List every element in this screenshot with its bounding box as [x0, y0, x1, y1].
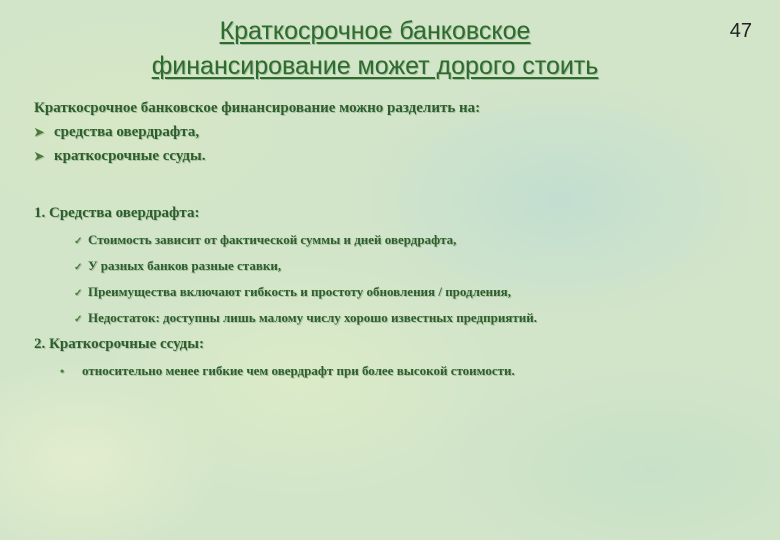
list-item: [74, 284, 754, 300]
loans-list: [34, 363, 754, 379]
list-item-text: Стоимость зависит от фактической суммы и дней овердрафта,: [88, 232, 457, 247]
list-item: [34, 148, 754, 165]
list-item: [34, 124, 754, 141]
list-item: [60, 363, 754, 379]
section-heading-overdraft: 1. Средства овердрафта:: [34, 205, 200, 221]
check-bullet-icon: ✓: [74, 314, 83, 325]
arrow-bullet-icon: ➤: [34, 149, 45, 163]
list-item-text: У разных банков разные ставки,: [88, 258, 282, 273]
check-bullet-icon: ✓: [74, 262, 83, 273]
list-item: [74, 232, 754, 248]
slide-title-line-1: Краткосрочное банковское: [219, 17, 531, 45]
section-heading-loans: 2. Краткосрочные ссуды:: [34, 336, 204, 352]
list-item-text: средства овердрафта,: [54, 124, 200, 140]
intro-text: Краткосрочное банковское финансирование можно разделить на:: [34, 100, 481, 116]
check-bullet-icon: ✓: [74, 236, 83, 247]
list-item-text: относительно менее гибкие чем овердрафт при более высокой стоимости.: [82, 363, 515, 378]
dot-bullet-icon: •: [60, 364, 65, 378]
slide-title: [90, 14, 660, 84]
list-item-text: краткосрочные ссуды.: [54, 148, 206, 164]
slide-title-line-2: финансирование может дорого стоить: [151, 52, 599, 80]
slide-body: [34, 100, 754, 379]
list-item: [74, 310, 754, 326]
check-bullet-icon: ✓: [74, 288, 83, 299]
arrow-bullet-icon: ➤: [34, 125, 45, 139]
overdraft-list: [34, 232, 754, 326]
list-item-text: Преимущества включают гибкость и простоту обновления / продления,: [88, 284, 511, 299]
list-item: [74, 258, 754, 274]
page-number: 47: [729, 20, 752, 42]
list-item-text: Недостаток: доступны лишь малому числу хорошо известных предприятий.: [88, 310, 537, 325]
